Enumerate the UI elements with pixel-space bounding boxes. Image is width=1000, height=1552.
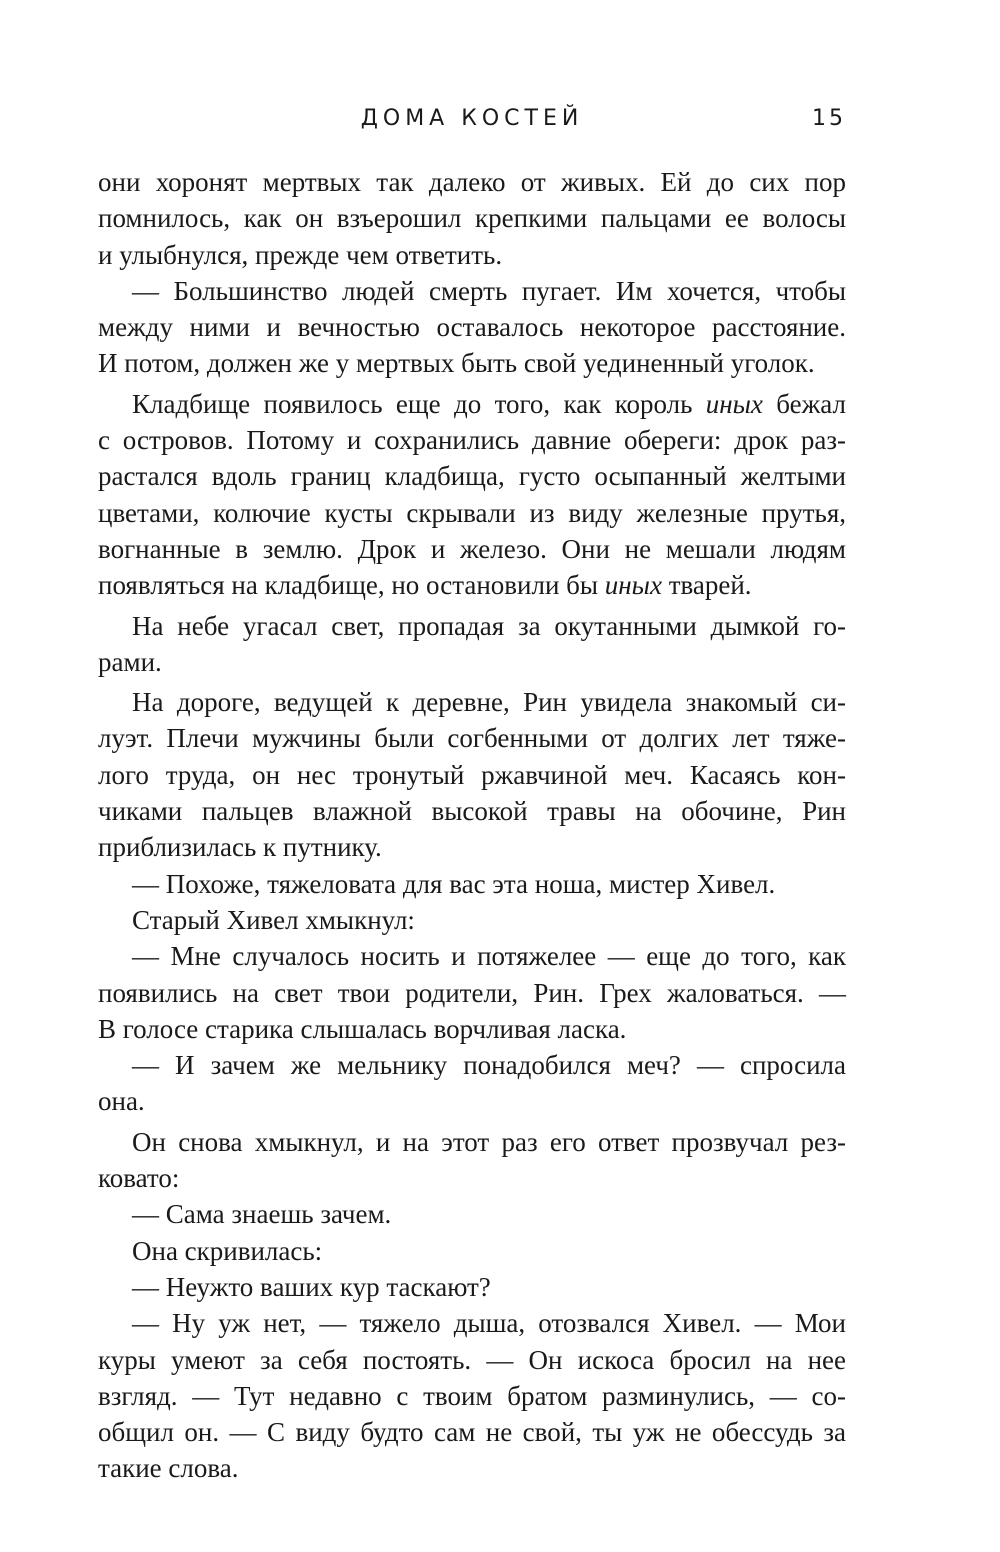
italic-word: иных — [705, 388, 763, 419]
text-line: растался вдоль границ кладбища, густо осыпанный желтыми — [98, 461, 846, 492]
text-line: с островов. Потому и сохранились давние обереги: дрок раз- — [98, 425, 846, 456]
text-line: они хоронят мертвых так далеко от живых. Ей до сих пор — [98, 167, 846, 197]
text-line: Кладбище появилось еще до того, как король иных бежал — [132, 388, 846, 419]
page-header — [98, 106, 846, 142]
text-line: — Большинство людей смерть пугает. Им хочется, чтобы — [132, 275, 846, 306]
text-line: — Похоже, тяжеловата для вас эта ноша, мистер Хивел. — [132, 868, 776, 899]
text-line: лого труда, он нес тронутый ржавчиной меч. Касаясь кон- — [98, 759, 846, 790]
page-number: 15 — [812, 106, 846, 131]
running-title: ДОМА КОСТЕЙ — [360, 106, 584, 131]
text-line: появились на свет твои родители, Рин. Грех жаловаться. — — [98, 977, 846, 1008]
text-line: В голосе старика слышалась ворчливая ласка. — [98, 1013, 627, 1044]
text-line: цветами, колючие кусты скрывали из виду железные прутья, — [98, 497, 846, 528]
text-line: куры умеют за себя постоять. — Он искоса бросил на нее — [98, 1344, 846, 1375]
text-line: помнилось, как он взъерошил крепкими пальцами ее волосы — [98, 203, 846, 234]
text-line: взгляд. — Тут недавно с твоим братом разминулись, — со- — [98, 1380, 846, 1411]
text-line: вогнанные в землю. Дрок и железо. Они не мешали людям — [98, 533, 846, 564]
text-line: На дороге, ведущей к деревне, Рин увидела знакомый си- — [132, 687, 846, 718]
text-line: — Ну уж нет, — тяжело дыша, отозвался Хивел. — Мои — [132, 1308, 846, 1339]
text-line: появляться на кладбище, но остановили бы иных тварей. — [98, 570, 752, 601]
text-line: — Сама знаешь зачем. — [132, 1199, 392, 1230]
text-line: — Неужто ваших кур таскают? — [132, 1271, 491, 1302]
text-line: ковато: — [98, 1163, 180, 1194]
text-line: луэт. Плечи мужчины были согбенными от долгих лет тяже- — [98, 723, 846, 754]
text-line: Старый Хивел хмыкнул: — [132, 904, 415, 935]
text-line: приблизилась к путнику. — [98, 832, 382, 863]
text-line: общил он. — С виду будто сам не свой, ты уж не обессудь за — [98, 1417, 846, 1448]
text-line: чиками пальцев влажной высокой травы на обочине, Рин — [98, 796, 846, 827]
text-line: и улыбнулся, прежде чем ответить. — [98, 239, 503, 270]
text-line: И потом, должен же у мертвых быть свой уединенный уголок. — [98, 348, 815, 379]
text-line: На небе угасал свет, пропадая за окутанными дымкой го- — [132, 610, 846, 641]
text-line: Он снова хмыкнул, и на этот раз его ответ прозвучал рез- — [132, 1126, 846, 1157]
text-line: — И зачем же мельнику понадобился меч? — спросила — [132, 1050, 846, 1081]
text-line: такие слова. — [98, 1453, 239, 1484]
text-line: Она скривилась: — [132, 1235, 323, 1266]
text-line: она. — [98, 1086, 145, 1117]
text-line: — Мне случалось носить и потяжелее — еще до того, как — [132, 941, 846, 972]
body-text — [98, 164, 846, 1487]
text-line: рами. — [98, 646, 162, 677]
text-line: между ними и вечностью оставалось некоторое расстояние. — [98, 312, 846, 343]
italic-word: иных — [604, 570, 662, 601]
